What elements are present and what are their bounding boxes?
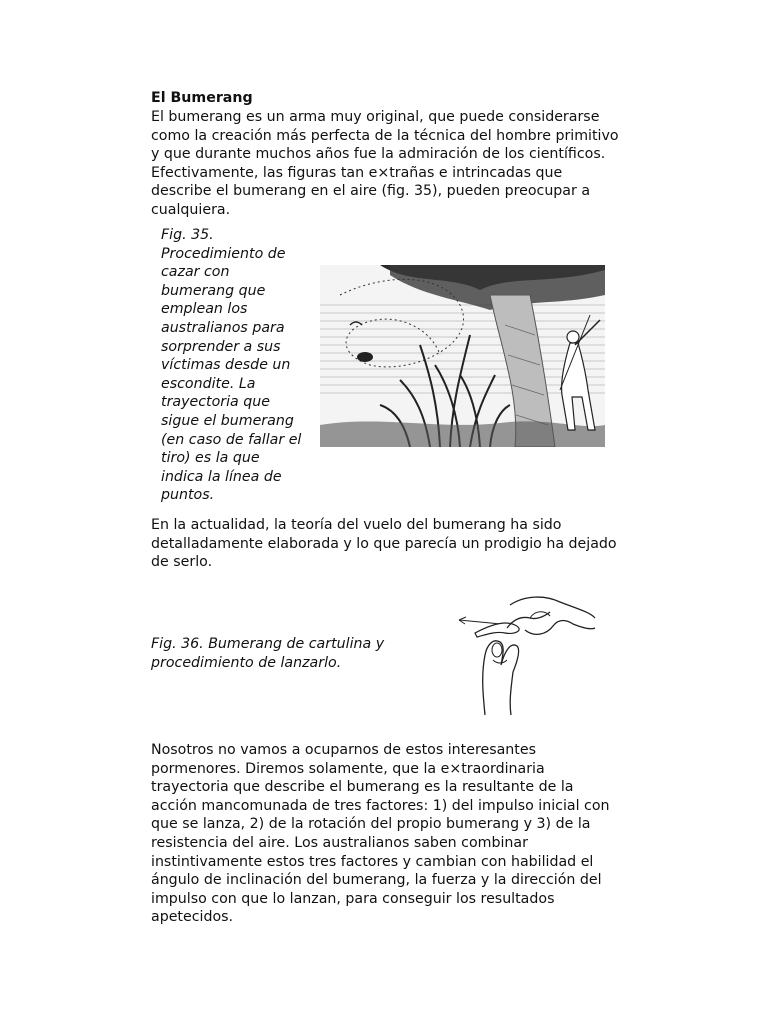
fig35-caption-line: Procedimiento de [161,245,286,262]
fig35-hunting-illustration [320,265,605,447]
fig35-caption [161,226,321,505]
fig35-caption-line: australianos para [161,319,285,336]
fig35-caption-line: puntos. [161,487,215,504]
intro-paragraph: El bumerang es un arma muy original, que puede considerarse como la creación más perfecta de la técnica del hombre primitivo y que durante muchos años fue la admiración de los científicos. Efectivamente, las figuras tan e×trañas e intrincadas que describe el bumerang en el aire (fig. 35), pueden preocupar a cualquiera. [151,109,619,218]
theory-paragraph: En la actualidad, la teoría del vuelo del bumerang ha sido detalladamente elaborada y lo que parecía un prodigio ha dejado de serlo. [151,517,617,571]
section-title: El Bumerang [151,90,253,106]
fig35-caption-line: bumerang que [161,282,266,299]
fig35-caption-line: víctimas desde un [161,357,291,374]
fig35-caption-line: sorprender a sus [161,338,281,355]
fig36-throwing-hands-illustration [455,590,600,720]
fig35-caption-line: emplean los [161,301,248,318]
fig35-caption-line: trayectoria que [161,394,270,411]
fig35-caption-line: cazar con [161,264,230,281]
fig35-caption-line: sigue el bumerang [161,412,294,429]
fig35-caption-line: (en caso de fallar el [161,431,302,448]
fig35-caption-line: escondite. La [161,375,256,392]
fig35-caption-line: indica la línea de [161,468,282,485]
fig35-caption-line: Fig. 35. [161,227,214,243]
fig35-caption-line: tiro) es la que [161,450,260,467]
fig36-caption: Fig. 36. Bumerang de cartulina y procedimiento de lanzarlo. [151,636,385,671]
factors-paragraph: Nosotros no vamos a ocuparnos de estos interesantes pormenores. Diremos solamente, que la e×traordinaria trayectoria que describe el bumerang es la resultante de la acción mancomunada de tres factores: 1) del impulso inicial con que se lanza, 2) de la rotación del propio bumerang y 3) de la resistencia del aire. Los australianos saben combinar instintivamente estos tres factores y cambian con habilidad el ángulo de inclinación del bumerang, la fuerza y la dirección del impulso con que lo lanzan, para conseguir los resultados apetecidos. [151,742,610,926]
